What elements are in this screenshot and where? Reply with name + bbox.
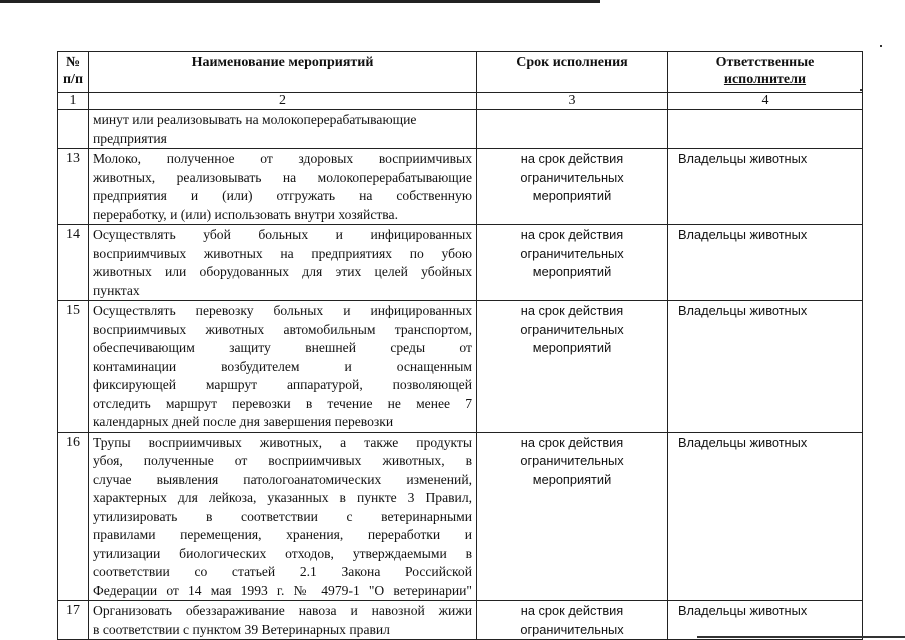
execution-term	[477, 432, 668, 601]
description-line: характерных для лейкоза, указанных в пункте 3 Правил,	[93, 490, 472, 505]
scan-edge-top	[0, 0, 600, 3]
scan-speck	[880, 45, 882, 47]
row-number: 17	[58, 601, 89, 640]
header-term: Срок исполнения	[477, 52, 668, 93]
description-line: утилизации биологических отходов, утверждаемыми в	[93, 545, 472, 561]
description-line: календарных дней после дня завершения перевозки	[93, 414, 394, 429]
table-row	[58, 149, 863, 225]
table-body	[58, 110, 863, 640]
description-line: соответствии со статьей 2.1 Закона Российской	[93, 564, 472, 579]
header-measures: Наименование мероприятий	[89, 52, 477, 93]
description-line: случае выявления патологоанатомических изменений,	[93, 471, 472, 487]
description-line: Трупы восприимчивых животных, а также продукты	[93, 434, 472, 450]
scan-speck	[860, 89, 862, 91]
description-line: убоя, полученные от восприимчивых животных, в	[93, 453, 472, 468]
description-line: минут или реализовывать на молокоперерабатывающие	[93, 112, 417, 127]
column-number-1: 1	[58, 93, 89, 110]
execution-term	[477, 225, 668, 301]
header-responsible-line2: исполнители	[723, 72, 807, 87]
description-line: Молоко, полученное от здоровых восприимчивых	[93, 151, 472, 166]
description-line: утилизировать в соответствии с ветеринарными	[93, 508, 472, 524]
responsible-executor	[668, 110, 863, 149]
description-line: Осуществлять перевозку больных и инфицированных	[93, 303, 472, 318]
description-line: в соответствии с пунктом 39 Ветеринарных правил	[93, 621, 390, 637]
header-responsible	[668, 52, 863, 93]
description-line: животных или оборудованных для этих целей убойных	[93, 264, 472, 279]
term-line: мероприятий	[532, 471, 612, 487]
term-line: на срок действия	[520, 303, 624, 318]
description-line: фиксирующей маршрут аппаратурой, позволяющей	[93, 377, 472, 392]
description-line: отследить маршрут перевозки в течение не менее 7	[93, 395, 472, 411]
term-line: мероприятий	[532, 340, 612, 355]
term-line: ограничительных	[520, 169, 624, 185]
column-number-2: 2	[89, 93, 477, 110]
term-line: мероприятий	[532, 264, 612, 279]
description-line: обеспечивающим защиту внешней среды от	[93, 340, 472, 355]
table-row	[58, 432, 863, 601]
scan-edge-bottom	[697, 636, 905, 638]
row-number: 14	[58, 225, 89, 301]
table-row	[58, 110, 863, 149]
term-line: ограничительных	[520, 321, 624, 337]
table-row	[58, 301, 863, 433]
term-line: на срок действия	[520, 603, 624, 618]
measure-description	[89, 301, 477, 433]
execution-term	[477, 149, 668, 225]
execution-term	[477, 601, 668, 640]
term-line: ограничительных	[520, 245, 624, 261]
row-number	[58, 110, 89, 149]
description-line: восприимчивых животных на предприятиях по убою	[93, 245, 472, 261]
measure-description	[89, 225, 477, 301]
responsible-executor: Владельцы животных	[668, 432, 863, 601]
description-line: предприятия и (или) отгружать на собственную	[93, 188, 472, 203]
term-line: на срок действия	[520, 151, 624, 166]
term-line: на срок действия	[520, 227, 624, 242]
description-line: Федерации от 14 мая 1993 г. № 4979-1 "О ветеринарии"	[93, 582, 472, 598]
responsible-executor: Владельцы животных	[668, 149, 863, 225]
description-line: Осуществлять убой больных и инфицированных	[93, 227, 472, 242]
description-line: пунктах	[93, 282, 140, 298]
table-header-row	[58, 52, 863, 93]
execution-term	[477, 110, 668, 149]
header-number	[58, 52, 89, 93]
row-number: 15	[58, 301, 89, 433]
term-line: мероприятий	[532, 188, 612, 203]
responsible-executor: Владельцы животных	[668, 225, 863, 301]
row-number: 13	[58, 149, 89, 225]
header-number-line2: п/п	[62, 72, 84, 87]
measures-table	[57, 51, 863, 640]
description-line: переработку, и (или) использовать внутри хозяйства.	[93, 206, 398, 222]
table-row	[58, 225, 863, 301]
measure-description	[89, 432, 477, 601]
term-line: ограничительных	[520, 453, 624, 468]
responsible-executor: Владельцы животных	[668, 301, 863, 433]
description-line: животных, реализовывать на молокоперерабатывающие	[93, 169, 472, 185]
column-number-row	[58, 93, 863, 110]
measure-description	[89, 601, 477, 640]
description-line: предприятия	[93, 130, 167, 146]
term-line: на срок действия	[520, 434, 624, 450]
description-line: Организовать обеззараживание навоза и навозной жижи	[93, 603, 472, 618]
description-line: восприимчивых животных автомобильным транспортом,	[93, 321, 472, 337]
header-number-line1: №	[65, 55, 81, 70]
description-line: правилами перемещения, хранения, переработки и	[93, 527, 472, 542]
measure-description	[89, 149, 477, 225]
description-line: контаминации возбудителем и оснащенным	[93, 358, 472, 374]
column-number-3: 3	[477, 93, 668, 110]
header-responsible-line1: Ответственные	[715, 55, 815, 70]
execution-term	[477, 301, 668, 433]
measure-description	[89, 110, 477, 149]
column-number-4: 4	[668, 93, 863, 110]
term-line: ограничительных	[520, 621, 624, 637]
row-number: 16	[58, 432, 89, 601]
responsible-executor: Владельцы животных	[668, 601, 863, 640]
table-row	[58, 601, 863, 640]
